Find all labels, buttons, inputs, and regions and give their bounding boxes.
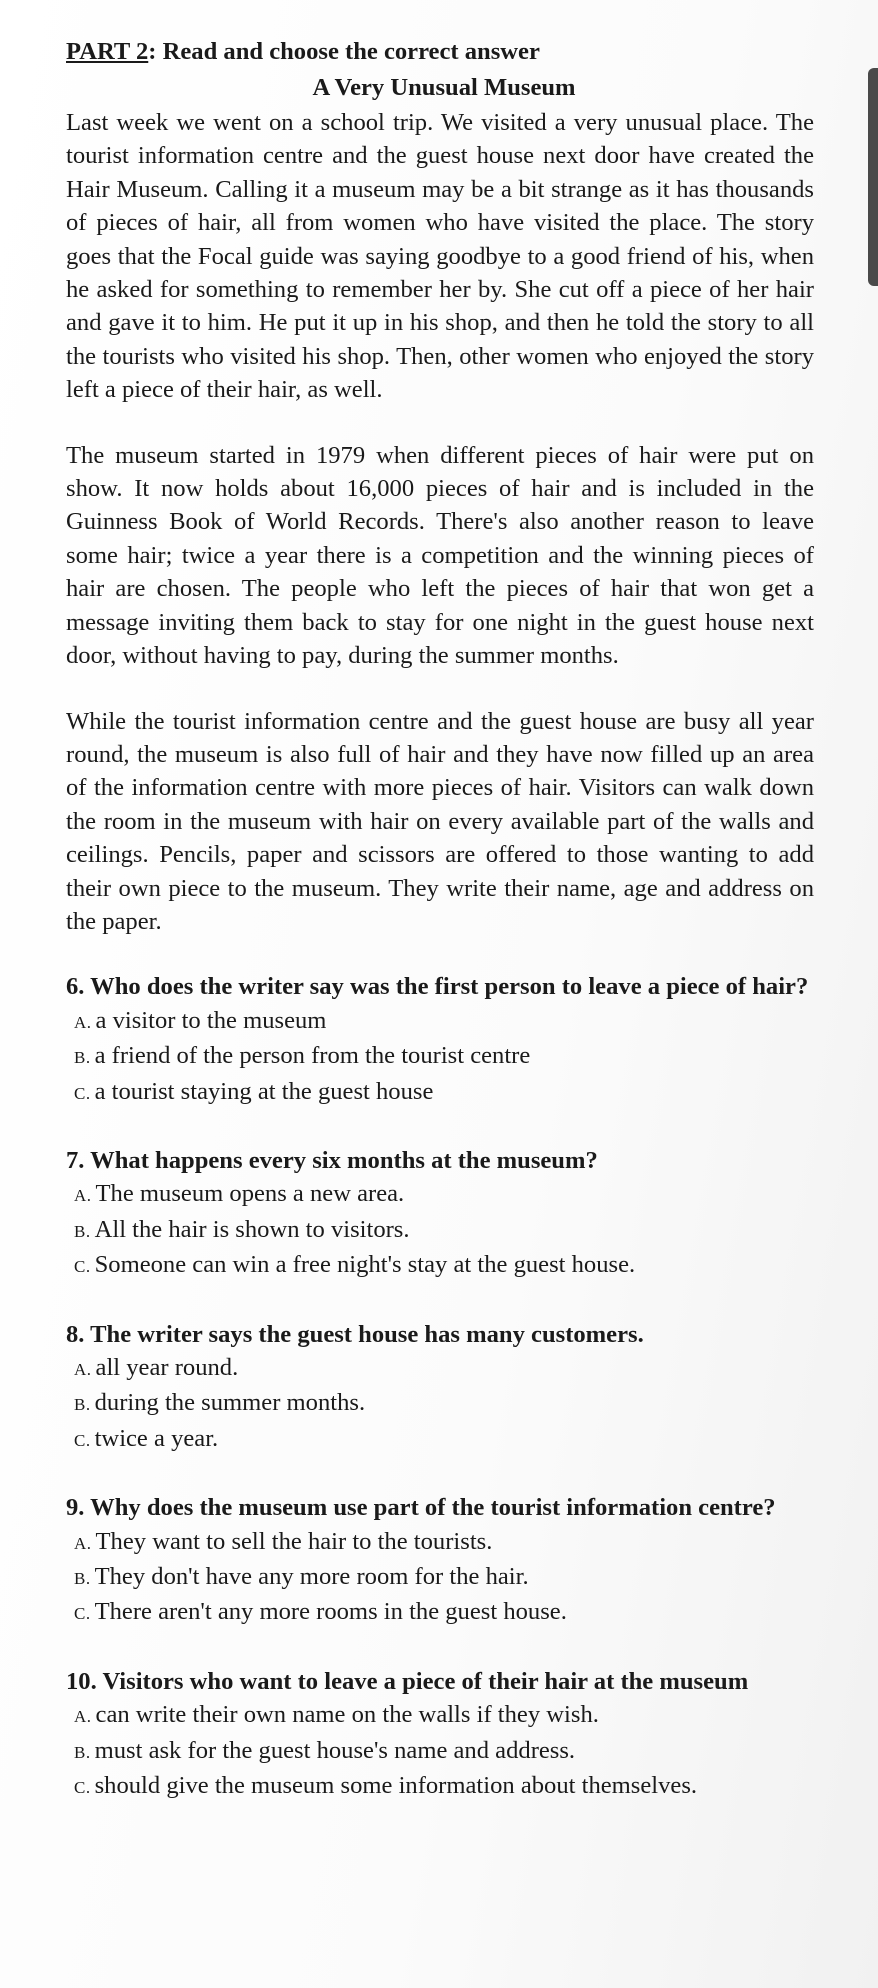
scrollbar[interactable] <box>868 68 878 286</box>
question-10 <box>66 1665 814 1805</box>
option-c[interactable] <box>66 1422 814 1457</box>
passage-title: A Very Unusual Museum <box>312 74 576 101</box>
option-letter: B. <box>74 1048 91 1068</box>
part-heading <box>66 34 814 70</box>
option-b[interactable] <box>66 1039 814 1074</box>
worksheet <box>66 34 814 1804</box>
option-letter: A. <box>74 1012 92 1032</box>
option-text: a visitor to the museum <box>95 1006 327 1034</box>
option-text: can write their own name on the walls if they wish. <box>95 1701 599 1729</box>
option-text: during the summer months. <box>94 1389 366 1417</box>
option-letter: C. <box>74 1430 91 1450</box>
passage-paragraph-3: While the tourist information centre and the guest house are busy all year round, the museum is also full of hair and they have now filled up an area of the information centre with more pieces of hair. Visitors can walk down the room in the museum with hair on every available part of the walls and ceilings. Pencils, paper and scissors are offered to those wanting to add their own piece to the museum. They write their name, age and address on the paper. <box>66 707 814 935</box>
option-b[interactable] <box>66 1560 814 1595</box>
option-text: must ask for the guest house's name and address. <box>94 1736 576 1764</box>
option-letter: C. <box>74 1778 91 1798</box>
option-text: twice a year. <box>94 1424 219 1452</box>
passage-paragraph-1: Last week we went on a school trip. We visited a very unusual place. The tourist information centre and the guest house next door have created the Hair Museum. Calling it a museum may be a bit strange as it has thousands of pieces of hair, all from women who have visited the place. The story goes that the Focal guide was saying goodbye to a good friend of his, when he asked for something to remember her by. She cut off a piece of her hair and gave it to him. He put it up in his shop, and then he told the story to all the tourists who visited his shop. Then, other women who enjoyed the story left a piece of their hair, as well. <box>66 109 814 404</box>
option-text: They want to sell the hair to the tourists. <box>95 1527 493 1555</box>
question-text: 8. The writer says the guest house has many customers. <box>66 1320 644 1348</box>
option-text: Someone can win a free night's stay at the guest house. <box>94 1251 636 1279</box>
question-8 <box>66 1318 814 1458</box>
option-letter: C. <box>74 1083 91 1103</box>
option-letter: A. <box>74 1186 92 1206</box>
option-text: There aren't any more rooms in the guest house. <box>94 1598 567 1626</box>
option-c[interactable] <box>66 1595 814 1630</box>
option-c[interactable] <box>66 1248 814 1283</box>
question-text: 6. Who does the writer say was the first person to leave a piece of hair? <box>66 973 809 1001</box>
question-7 <box>66 1144 814 1284</box>
option-letter: B. <box>74 1221 91 1241</box>
option-b[interactable] <box>66 1734 814 1769</box>
option-text: All the hair is shown to visitors. <box>94 1215 410 1243</box>
option-text: They don't have any more room for the hair. <box>94 1563 529 1591</box>
question-text: 10. Visitors who want to leave a piece of their hair at the museum <box>66 1667 749 1695</box>
part-instruction: : Read and choose the correct answer <box>148 38 540 65</box>
option-letter: B. <box>74 1742 91 1762</box>
question-9 <box>66 1491 814 1631</box>
option-text: a tourist staying at the guest house <box>94 1077 434 1105</box>
part-number: PART 2 <box>66 38 149 65</box>
option-b[interactable] <box>66 1213 814 1248</box>
option-letter: A. <box>74 1533 92 1553</box>
option-b[interactable] <box>66 1386 814 1421</box>
option-letter: A. <box>74 1707 92 1727</box>
option-letter: B. <box>74 1569 91 1589</box>
option-text: The museum opens a new area. <box>95 1180 405 1208</box>
option-a[interactable] <box>66 1004 814 1039</box>
question-6 <box>66 970 814 1110</box>
option-a[interactable] <box>66 1351 814 1386</box>
question-text: 7. What happens every six months at the museum? <box>66 1146 598 1174</box>
option-letter: C. <box>74 1257 91 1277</box>
option-text: a friend of the person from the tourist centre <box>94 1042 531 1070</box>
passage-paragraph-2: The museum started in 1979 when different pieces of hair were put on show. It now holds about 16,000 pieces of hair and is included in the Guinness Book of World Records. There's also another reason to leave some hair; twice a year there is a competition and the winning pieces of hair are chosen. The people who left the pieces of hair that won get a message inviting them back to stay for one night in the guest house next door, without having to pay, during the summer months. <box>66 441 814 670</box>
option-letter: A. <box>74 1360 92 1379</box>
option-letter: B. <box>74 1395 91 1415</box>
option-text: all year round. <box>95 1354 239 1381</box>
question-text: 9. Why does the museum use part of the tourist information centre? <box>66 1494 776 1522</box>
option-a[interactable] <box>66 1698 814 1733</box>
option-a[interactable] <box>66 1525 814 1560</box>
option-a[interactable] <box>66 1177 814 1212</box>
option-c[interactable] <box>66 1769 814 1804</box>
option-c[interactable] <box>66 1075 814 1110</box>
option-letter: C. <box>74 1604 91 1624</box>
option-text: should give the museum some information about themselves. <box>94 1772 698 1800</box>
